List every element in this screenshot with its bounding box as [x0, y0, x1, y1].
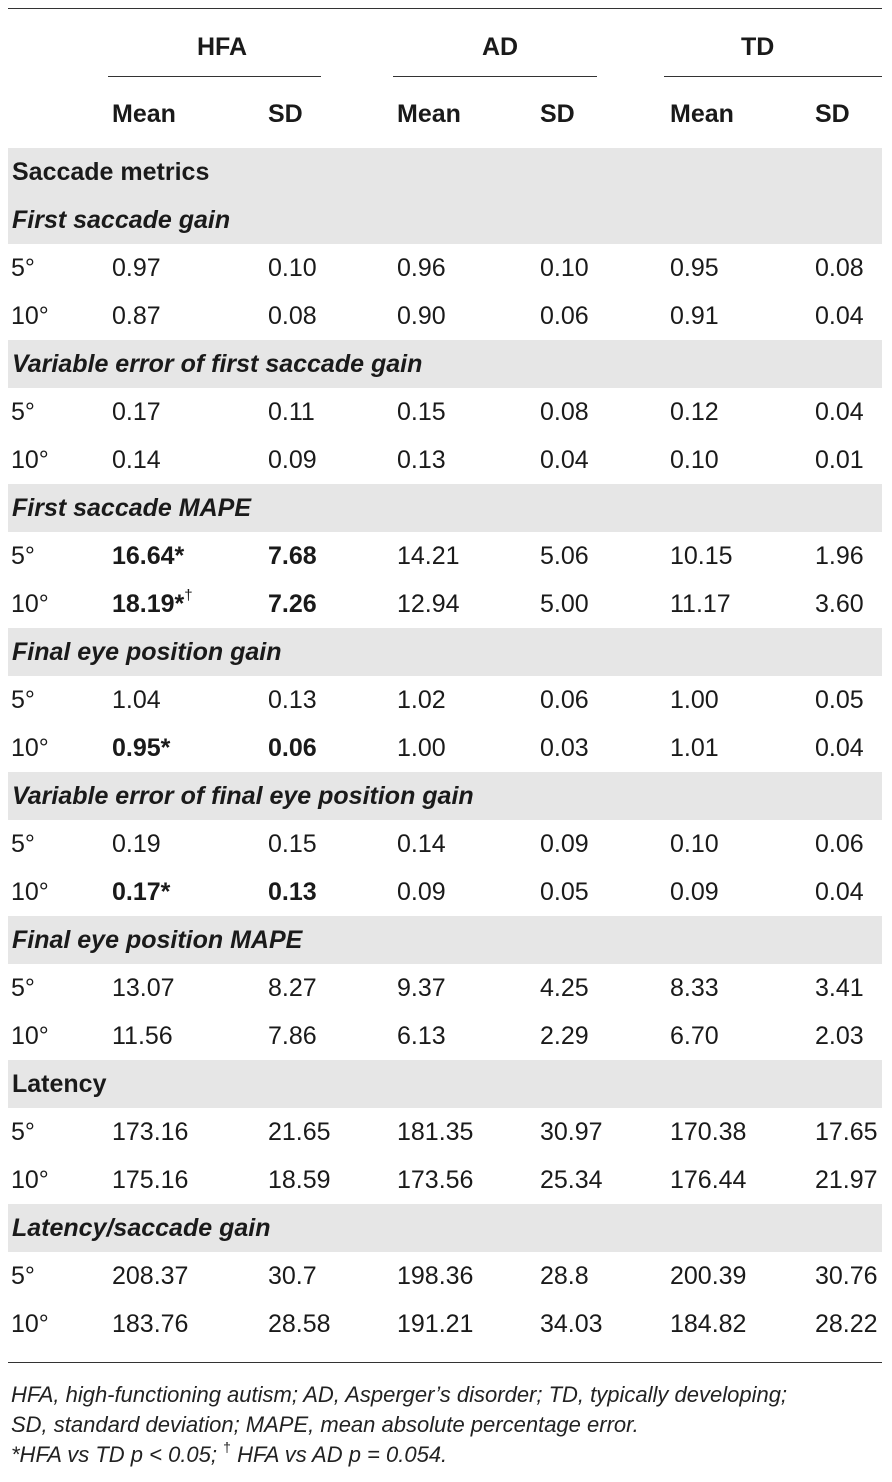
cell-value: 13.07 [112, 974, 175, 1002]
cell-value: 30.97 [540, 1118, 603, 1146]
cell-ad-sd [540, 532, 589, 580]
cell-value: 175.16 [112, 1166, 189, 1194]
cell-value: 0.95* [112, 734, 171, 762]
eccentricity-label: 5° [11, 1118, 35, 1146]
cell-value: 34.03 [540, 1310, 603, 1338]
cell-value: 0.05 [815, 686, 864, 714]
cell-td-sd [815, 868, 864, 916]
cell-ad-mean [397, 820, 446, 868]
cell-ad-sd [540, 1108, 603, 1156]
cell-value: 30.76 [815, 1262, 878, 1290]
cell-value: 28.58 [268, 1310, 331, 1338]
cell-td-mean [670, 1156, 746, 1204]
cell-hfa-mean [112, 292, 161, 340]
cell-value: 0.15 [268, 830, 317, 858]
cell-value: 12.94 [397, 590, 460, 618]
col-header-ad-sd: SD [540, 100, 575, 128]
footnote-line-2: SD, standard deviation; MAPE, mean absolute percentage error. [11, 1412, 639, 1437]
eccentricity-label: 5° [11, 398, 35, 426]
cell-value: 0.13 [397, 446, 446, 474]
cell-hfa-sd [268, 388, 315, 436]
table-row [0, 868, 892, 916]
cell-td-sd [815, 436, 864, 484]
cell-value: 0.11 [268, 398, 315, 426]
cell-ad-mean [397, 1156, 473, 1204]
cell-hfa-mean [112, 388, 161, 436]
cell-value: 191.21 [397, 1310, 474, 1338]
table-row [0, 820, 892, 868]
cell-value: 173.16 [112, 1118, 189, 1146]
cell-hfa-sd [268, 532, 317, 580]
metric-header-row [8, 628, 882, 676]
cell-ad-mean [397, 964, 446, 1012]
cell-value: 0.04 [815, 398, 864, 426]
cell-ad-mean [397, 1252, 473, 1300]
cell-value: 176.44 [670, 1166, 747, 1194]
metric-title: Latency/saccade gain [12, 1214, 271, 1242]
cell-value: 0.10 [268, 254, 317, 282]
cell-td-sd [815, 532, 864, 580]
cell-value: 0.96 [397, 254, 446, 282]
metric-title: Final eye position MAPE [12, 926, 303, 954]
table-row [0, 580, 892, 628]
footnote-line-3 [11, 1440, 881, 1470]
cell-ad-sd [540, 820, 589, 868]
cell-value: 0.14 [397, 830, 446, 858]
cell-ad-mean [397, 868, 446, 916]
cell-value: 198.36 [397, 1262, 474, 1290]
cell-value: 0.09 [540, 830, 589, 858]
cell-td-mean [670, 244, 719, 292]
cell-ad-mean [397, 244, 446, 292]
metric-title: First saccade MAPE [12, 494, 251, 522]
cell-td-mean [670, 292, 719, 340]
cell-td-mean [670, 388, 719, 436]
cell-value: 5.06 [540, 542, 589, 570]
cell-td-mean [670, 676, 719, 724]
cell-value: 8.27 [268, 974, 317, 1002]
cell-value: 0.10 [670, 830, 719, 858]
eccentricity-label: 10° [11, 446, 49, 474]
section-title: Latency [12, 1070, 107, 1098]
cell-ad-sd [540, 724, 589, 772]
section-header-row [8, 1060, 882, 1108]
cell-td-mean [670, 1252, 746, 1300]
cell-value: 200.39 [670, 1262, 747, 1290]
cell-value: 0.15 [397, 398, 446, 426]
cell-value: 18.19* [112, 590, 185, 618]
cell-value: 0.06 [540, 686, 589, 714]
cell-value: 183.76 [112, 1310, 189, 1338]
cell-value: 0.06 [268, 734, 317, 762]
eccentricity-label: 10° [11, 1310, 49, 1338]
cell-td-mean [670, 1012, 719, 1060]
cell-value: 0.10 [540, 254, 589, 282]
cell-value: 0.01 [815, 446, 864, 474]
cell-hfa-mean [112, 532, 184, 580]
group-rule-td [664, 76, 882, 77]
cell-hfa-sd [268, 1252, 317, 1300]
cell-value: 3.41 [815, 974, 864, 1002]
eccentricity-label: 5° [11, 254, 35, 282]
cell-hfa-sd [268, 1108, 331, 1156]
group-rule-hfa [108, 76, 321, 77]
cell-hfa-sd [268, 1012, 317, 1060]
footnote-significance-ad: HFA vs AD p = 0.054. [237, 1442, 448, 1467]
cell-td-mean [670, 964, 719, 1012]
col-header-ad-mean: Mean [397, 100, 461, 128]
cell-value: 8.33 [670, 974, 719, 1002]
metric-title: First saccade gain [12, 206, 231, 234]
cell-value: 0.13 [268, 878, 317, 906]
dagger-mark: † [184, 587, 193, 604]
cell-value: 25.34 [540, 1166, 603, 1194]
cell-hfa-sd [268, 244, 317, 292]
cell-td-mean [670, 1108, 746, 1156]
eccentricity-label: 5° [11, 830, 35, 858]
cell-hfa-sd [268, 1156, 331, 1204]
cell-td-sd [815, 1252, 878, 1300]
cell-value: 0.90 [397, 302, 446, 330]
cell-hfa-sd [268, 676, 317, 724]
table-row [0, 1156, 892, 1204]
cell-value: 1.02 [397, 686, 446, 714]
cell-td-sd [815, 292, 864, 340]
cell-value: 0.05 [540, 878, 589, 906]
cell-td-mean [670, 820, 719, 868]
dagger-mark: † [223, 1439, 231, 1455]
cell-ad-mean [397, 724, 446, 772]
cell-value: 0.95 [670, 254, 719, 282]
cell-value: 1.01 [670, 734, 719, 762]
metric-header-row [8, 772, 882, 820]
cell-value: 18.59 [268, 1166, 331, 1194]
eccentricity-label: 5° [11, 974, 35, 1002]
cell-td-sd [815, 244, 864, 292]
cell-ad-sd [540, 388, 589, 436]
cell-value: 1.00 [670, 686, 719, 714]
table-row [0, 964, 892, 1012]
cell-hfa-sd [268, 436, 317, 484]
cell-value: 11.17 [670, 590, 731, 618]
cell-td-mean [670, 436, 719, 484]
cell-value: 7.68 [268, 542, 317, 570]
cell-hfa-mean [112, 244, 161, 292]
table-row [0, 292, 892, 340]
cell-hfa-sd [268, 580, 317, 628]
cell-ad-mean [397, 532, 460, 580]
group-header-hfa: HFA [197, 33, 247, 61]
cell-td-sd [815, 820, 864, 868]
cell-hfa-mean [112, 676, 161, 724]
cell-ad-mean [397, 1012, 446, 1060]
group-header-td: TD [741, 33, 775, 61]
cell-value: 30.7 [268, 1262, 317, 1290]
cell-ad-mean [397, 580, 460, 628]
cell-td-sd [815, 724, 864, 772]
table-top-rule [8, 8, 882, 9]
cell-value: 173.56 [397, 1166, 474, 1194]
cell-hfa-mean [112, 1252, 188, 1300]
cell-ad-sd [540, 964, 589, 1012]
cell-hfa-mean [112, 868, 170, 916]
table-row [0, 724, 892, 772]
cell-value: 16.64* [112, 542, 185, 570]
cell-value: 0.10 [670, 446, 719, 474]
cell-td-mean [670, 724, 719, 772]
cell-value: 0.04 [815, 302, 864, 330]
section-header-row [8, 148, 882, 196]
cell-value: 10.15 [670, 542, 733, 570]
metric-header-row [8, 340, 882, 388]
cell-value: 0.04 [815, 734, 864, 762]
cell-ad-sd [540, 868, 589, 916]
cell-td-sd [815, 1012, 864, 1060]
cell-ad-mean [397, 436, 446, 484]
cell-value: 1.00 [397, 734, 446, 762]
eccentricity-label: 10° [11, 1022, 49, 1050]
cell-value: 0.04 [540, 446, 589, 474]
cell-ad-mean [397, 292, 446, 340]
cell-hfa-mean [112, 1156, 188, 1204]
cell-td-sd [815, 1108, 878, 1156]
cell-value: 1.04 [112, 686, 161, 714]
cell-hfa-mean [112, 820, 161, 868]
metric-title: Variable error of first saccade gain [12, 350, 423, 378]
col-header-hfa-mean: Mean [112, 100, 176, 128]
cell-td-sd [815, 1300, 878, 1348]
cell-hfa-mean [112, 964, 175, 1012]
table-row [0, 1012, 892, 1060]
cell-value: 0.06 [815, 830, 864, 858]
cell-value: 17.65 [815, 1118, 878, 1146]
cell-td-mean [670, 580, 731, 628]
cell-value: 6.70 [670, 1022, 719, 1050]
eccentricity-label: 10° [11, 878, 49, 906]
table-row [0, 1300, 892, 1348]
cell-value: 0.08 [268, 302, 317, 330]
cell-value: 181.35 [397, 1118, 474, 1146]
cell-value: 0.04 [815, 878, 864, 906]
cell-value: 170.38 [670, 1118, 747, 1146]
cell-td-sd [815, 964, 864, 1012]
cell-ad-sd [540, 676, 589, 724]
table-body [0, 148, 892, 1348]
cell-value: 21.97 [815, 1166, 878, 1194]
cell-value: 208.37 [112, 1262, 189, 1290]
cell-value: 184.82 [670, 1310, 747, 1338]
cell-td-sd [815, 676, 864, 724]
table-footnote [11, 1380, 881, 1470]
cell-hfa-mean [112, 580, 193, 628]
cell-value: 7.26 [268, 590, 317, 618]
cell-hfa-sd [268, 868, 317, 916]
cell-value: 14.21 [397, 542, 460, 570]
cell-value: 0.08 [540, 398, 589, 426]
table-row [0, 244, 892, 292]
cell-hfa-sd [268, 724, 317, 772]
cell-ad-sd [540, 1156, 603, 1204]
cell-value: 2.29 [540, 1022, 589, 1050]
footnote-line-1: HFA, high-functioning autism; AD, Asperger’s disorder; TD, typically developing; [11, 1382, 788, 1407]
section-title: Saccade metrics [12, 158, 210, 186]
cell-ad-mean [397, 1300, 473, 1348]
cell-ad-mean [397, 1108, 473, 1156]
cell-hfa-mean [112, 1108, 188, 1156]
cell-ad-sd [540, 1300, 603, 1348]
cell-td-sd [815, 580, 864, 628]
table-row [0, 436, 892, 484]
cell-hfa-sd [268, 1300, 331, 1348]
eccentricity-label: 10° [11, 734, 49, 762]
footnote-significance-td: *HFA vs TD p < 0.05; [11, 1442, 218, 1467]
cell-value: 0.09 [268, 446, 317, 474]
cell-value: 0.91 [670, 302, 719, 330]
cell-value: 0.13 [268, 686, 317, 714]
col-header-td-mean: Mean [670, 100, 734, 128]
cell-value: 0.97 [112, 254, 161, 282]
cell-value: 0.14 [112, 446, 161, 474]
cell-ad-sd [540, 580, 589, 628]
cell-value: 4.25 [540, 974, 589, 1002]
cell-ad-sd [540, 292, 589, 340]
cell-value: 9.37 [397, 974, 446, 1002]
table-row [0, 388, 892, 436]
table-row [0, 1108, 892, 1156]
cell-value: 28.22 [815, 1310, 878, 1338]
cell-ad-mean [397, 676, 446, 724]
cell-hfa-mean [112, 1300, 188, 1348]
metric-header-row [8, 196, 882, 244]
metric-header-row [8, 1204, 882, 1252]
cell-value: 0.19 [112, 830, 161, 858]
cell-hfa-sd [268, 964, 317, 1012]
table-row [0, 676, 892, 724]
table-row [0, 1252, 892, 1300]
cell-td-mean [670, 868, 719, 916]
metric-header-row [8, 484, 882, 532]
eccentricity-label: 5° [11, 1262, 35, 1290]
cell-ad-mean [397, 388, 446, 436]
cell-td-mean [670, 1300, 746, 1348]
group-rule-ad [393, 76, 597, 77]
cell-value: 0.17 [112, 398, 161, 426]
cell-value: 0.17* [112, 878, 171, 906]
cell-ad-sd [540, 1252, 589, 1300]
metric-header-row [8, 916, 882, 964]
col-header-td-sd: SD [815, 100, 850, 128]
cell-ad-sd [540, 436, 589, 484]
cell-value: 0.08 [815, 254, 864, 282]
cell-value: 2.03 [815, 1022, 864, 1050]
cell-value: 0.87 [112, 302, 161, 330]
cell-value: 7.86 [268, 1022, 317, 1050]
cell-hfa-mean [112, 724, 170, 772]
cell-td-mean [670, 532, 733, 580]
eccentricity-label: 5° [11, 686, 35, 714]
cell-hfa-sd [268, 820, 317, 868]
cell-ad-sd [540, 244, 589, 292]
table-bottom-rule [8, 1362, 882, 1363]
cell-value: 0.09 [397, 878, 446, 906]
cell-value: 0.03 [540, 734, 589, 762]
group-header-ad: AD [482, 33, 519, 61]
table-row [0, 532, 892, 580]
eccentricity-label: 5° [11, 542, 35, 570]
cell-ad-sd [540, 1012, 589, 1060]
cell-value: 11.56 [112, 1022, 173, 1050]
cell-value: 6.13 [397, 1022, 446, 1050]
cell-hfa-mean [112, 1012, 173, 1060]
eccentricity-label: 10° [11, 1166, 49, 1194]
cell-value: 3.60 [815, 590, 864, 618]
eccentricity-label: 10° [11, 302, 49, 330]
cell-value: 5.00 [540, 590, 589, 618]
cell-hfa-mean [112, 436, 161, 484]
cell-value: 1.96 [815, 542, 864, 570]
col-header-hfa-sd: SD [268, 100, 303, 128]
cell-td-sd [815, 1156, 878, 1204]
metric-title: Variable error of final eye position gain [12, 782, 474, 810]
cell-value: 0.12 [670, 398, 719, 426]
cell-value: 0.06 [540, 302, 589, 330]
cell-hfa-sd [268, 292, 317, 340]
cell-value: 21.65 [268, 1118, 331, 1146]
metric-title: Final eye position gain [12, 638, 282, 666]
cell-value: 0.09 [670, 878, 719, 906]
cell-td-sd [815, 388, 864, 436]
eccentricity-label: 10° [11, 590, 49, 618]
cell-value: 28.8 [540, 1262, 589, 1290]
